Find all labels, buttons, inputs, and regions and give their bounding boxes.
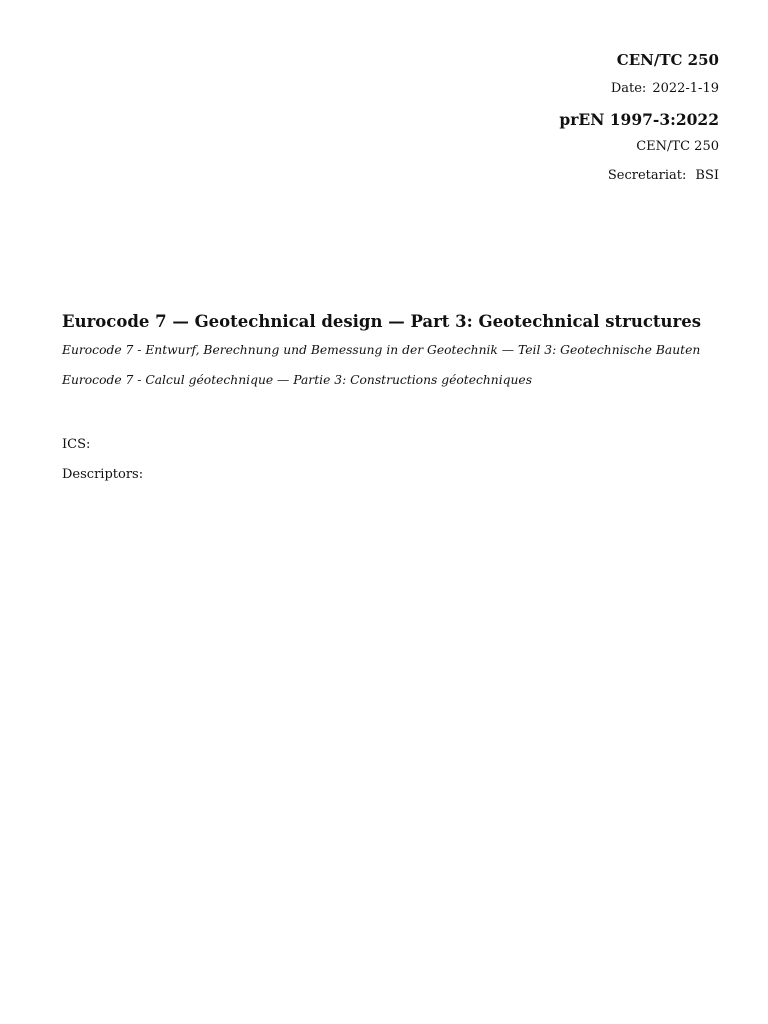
descriptors-label: Descriptors: bbox=[62, 467, 144, 482]
committee-id-secondary: CEN/TC 250 bbox=[636, 139, 719, 154]
secretariat bbox=[559, 167, 719, 185]
document-titles bbox=[62, 310, 722, 389]
date-label: Date: bbox=[610, 81, 647, 96]
ics-label: ICS: bbox=[62, 437, 91, 452]
title-french: Eurocode 7 - Calcul géotechnique — Partie 3: Constructions géotechniques bbox=[62, 373, 533, 387]
secretariat-value: BSI bbox=[695, 168, 719, 183]
document-metadata bbox=[62, 436, 143, 484]
document-header bbox=[559, 50, 719, 185]
date-value: 2022-1-19 bbox=[652, 81, 719, 96]
title-english: Eurocode 7 — Geotechnical design — Part 3: Geotechnical structures bbox=[62, 312, 702, 331]
document-date bbox=[559, 80, 719, 98]
secretariat-label: Secretariat: bbox=[607, 168, 687, 183]
committee-id: CEN/TC 250 bbox=[616, 51, 719, 69]
standard-number: prEN 1997-3:2022 bbox=[559, 110, 719, 129]
title-german: Eurocode 7 - Entwurf, Berechnung und Bemessung in der Geotechnik — Teil 3: Geotechnische Bauten bbox=[62, 343, 701, 357]
